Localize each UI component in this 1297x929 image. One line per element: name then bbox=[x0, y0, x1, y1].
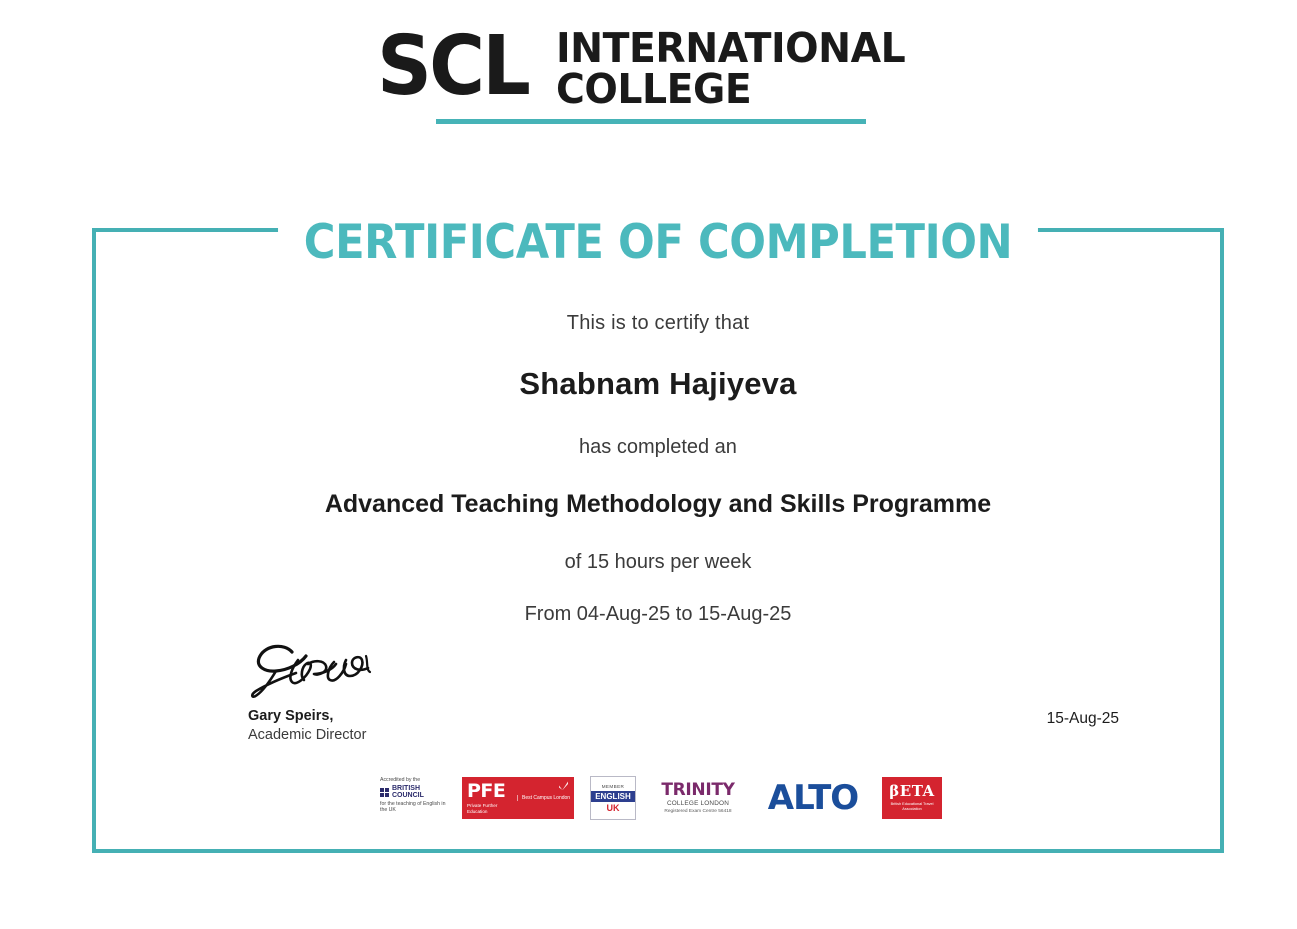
pfe-left bbox=[462, 779, 517, 814]
beta-wordmark: βETA bbox=[889, 782, 935, 801]
logo-underline-rule bbox=[436, 119, 866, 124]
british-council-dots-icon bbox=[380, 788, 389, 797]
logo-abbreviation: SCL bbox=[377, 19, 529, 114]
english-uk-english-label: ENGLISH bbox=[591, 791, 635, 802]
trinity-centre-number: Registered Exam Centre 56418 bbox=[664, 809, 732, 814]
british-council-logo bbox=[380, 775, 446, 821]
signatory-role: Academic Director bbox=[248, 727, 367, 743]
pfe-subtitle: Private Further Education bbox=[467, 802, 498, 814]
british-council-bottom-text: for the teaching of English in the UK bbox=[380, 800, 446, 813]
logo-word-international: INTERNATIONAL bbox=[555, 24, 906, 72]
completed-line: has completed an bbox=[579, 436, 737, 458]
logo-row bbox=[377, 19, 919, 114]
english-uk-uk-label: UK bbox=[606, 802, 620, 813]
alto-logo bbox=[760, 778, 866, 818]
british-council-mark bbox=[380, 785, 446, 800]
british-council-name bbox=[392, 785, 424, 800]
recipient-name: Shabnam Hajiyeva bbox=[519, 366, 797, 401]
english-uk-logo bbox=[590, 776, 636, 820]
certificate-body bbox=[92, 288, 1224, 626]
course-name: Advanced Teaching Methodology and Skills Programme bbox=[324, 490, 992, 518]
trinity-subtitle: COLLEGE LONDON bbox=[666, 800, 730, 807]
english-uk-member-label: MEMBER bbox=[601, 783, 625, 789]
logo-word-college: COLLEGE bbox=[555, 65, 752, 113]
issue-date: 15-Aug-25 bbox=[1046, 710, 1119, 727]
beta-word-text: ETA bbox=[899, 782, 935, 801]
signature-mark-icon bbox=[248, 638, 378, 702]
signatory-name: Gary Speirs, bbox=[248, 708, 334, 724]
signature-block bbox=[248, 638, 588, 743]
trinity-name: TRINITY bbox=[661, 780, 735, 800]
alto-wordmark: ALTO bbox=[767, 778, 859, 818]
certify-line: This is to certify that bbox=[566, 312, 750, 334]
british-council-name-line1: BRITISH bbox=[392, 784, 420, 792]
logo-wordmark bbox=[555, 24, 920, 113]
college-logo bbox=[0, 0, 1297, 124]
trinity-college-london-logo bbox=[652, 778, 744, 818]
beta-logo bbox=[882, 777, 942, 819]
beta-subtitle: British Educational Travel Association bbox=[890, 802, 934, 811]
accreditation-logos bbox=[380, 775, 942, 821]
pfe-check-icon bbox=[559, 781, 568, 790]
pfe-logo bbox=[462, 777, 574, 819]
pfe-award-text: Best Campus London bbox=[517, 795, 574, 801]
british-council-top-text: Accredited by the bbox=[380, 777, 421, 783]
pfe-abbreviation: PFE bbox=[467, 779, 506, 802]
dates-line: From 04-Aug-25 to 15-Aug-25 bbox=[524, 603, 792, 625]
hours-line: of 15 hours per week bbox=[564, 551, 752, 573]
british-council-name-line2: COUNCIL bbox=[392, 792, 424, 800]
page-title: CERTIFICATE OF COMPLETION bbox=[278, 215, 1038, 271]
